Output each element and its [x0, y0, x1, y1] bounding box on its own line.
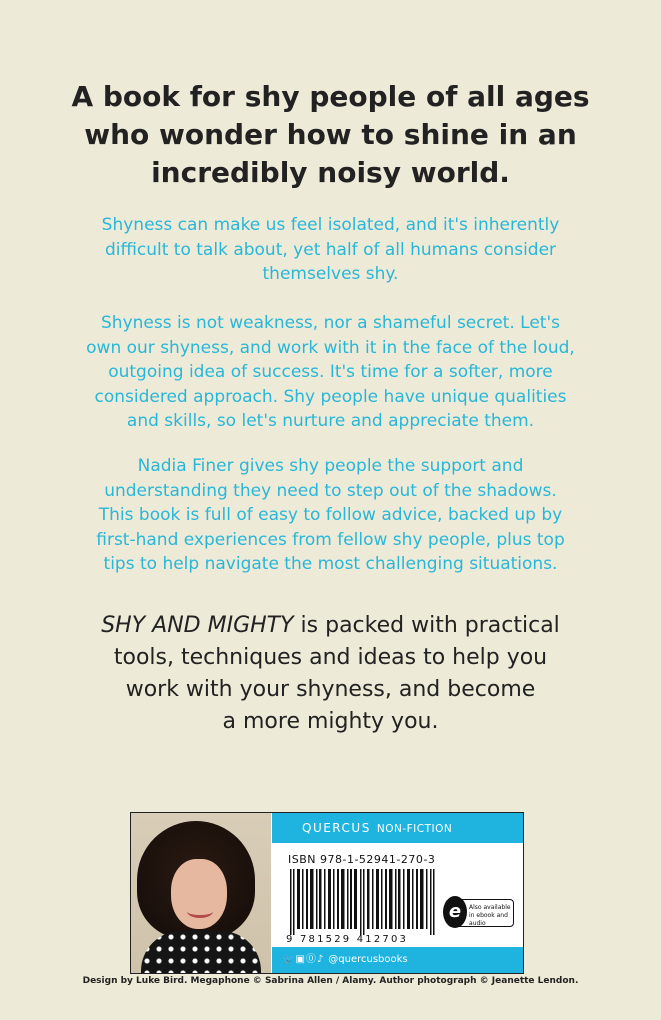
- blurb-line: themselves shy.: [262, 264, 399, 284]
- blurb-line: tips to help navigate the most challenging situations.: [103, 554, 558, 574]
- barcode-box: [272, 843, 523, 947]
- barcode-icon: [288, 869, 440, 935]
- blurb-line: understanding they need to step out of the shadows.: [104, 480, 557, 501]
- headline-line-1: A book for shy people of all ages: [71, 80, 590, 113]
- ebook-e-icon: e: [443, 896, 467, 928]
- publisher-name: QUERCUS: [302, 821, 371, 835]
- blurb-line: difficult to talk about, yet half of all humans consider: [104, 239, 557, 260]
- closing-line-4: a more mighty you.: [222, 709, 439, 734]
- closing-statement: [40, 610, 621, 738]
- blurb-line: Nadia Finer gives shy people the support and: [137, 456, 524, 476]
- social-media-icons: 🐦▣⓪♪: [282, 954, 325, 965]
- social-handle: @quercusbooks: [328, 954, 408, 965]
- blurb-paragraph-2: [40, 311, 621, 434]
- author-photo: [131, 813, 271, 973]
- isbn-label: ISBN 978-1-52941-270-3: [288, 853, 436, 866]
- blurb-line: This book is full of easy to follow advice, backed up by: [98, 505, 563, 525]
- cover-credits: Design by Luke Bird. Megaphone © Sabrina Allen / Alamy. Author photograph © Jeanette Lendon.: [82, 976, 579, 986]
- book-title: SHY AND MIGHTY: [101, 613, 294, 638]
- blurb-line: Shyness can make us feel isolated, and it's inherently: [101, 215, 560, 235]
- social-bar: [272, 947, 523, 973]
- blurb-line: considered approach. Shy people have unique qualities: [94, 386, 567, 407]
- closing-line-1-rest: is packed with practical: [293, 613, 560, 638]
- ebook-badge-text: Also available in ebook and audio: [469, 904, 511, 927]
- back-cover-panel: [130, 812, 524, 974]
- blurb-paragraph-3: [40, 454, 621, 577]
- author-face: [171, 859, 227, 929]
- publisher-bar: [272, 813, 523, 843]
- headline: [40, 78, 621, 192]
- barcode-digits: 9 781529 412703: [286, 934, 409, 945]
- headline-line-2: who wonder how to shine in an: [84, 118, 577, 151]
- blurb-line: outgoing idea of success. It's time for a softer, more: [108, 362, 553, 382]
- author-smile: [187, 905, 213, 918]
- ebook-badge: [448, 899, 514, 927]
- blurb-line: first-hand experiences from fellow shy people, plus top: [96, 529, 565, 550]
- author-shirt: [141, 931, 261, 973]
- blurb-paragraph-1: [40, 213, 621, 287]
- publisher-category: NON-FICTION: [376, 823, 453, 835]
- closing-line-1: [40, 610, 621, 642]
- closing-line-2: tools, techniques and ideas to help you: [113, 645, 548, 670]
- closing-line-3: work with your shyness, and become: [125, 677, 536, 702]
- headline-line-3: incredibly noisy world.: [151, 156, 510, 189]
- blurb-line: Shyness is not weakness, nor a shameful secret. Let's: [101, 313, 560, 333]
- blurb-line: and skills, so let's nurture and appreciate them.: [126, 411, 535, 431]
- blurb-line: own our shyness, and work with it in the face of the loud,: [86, 337, 575, 358]
